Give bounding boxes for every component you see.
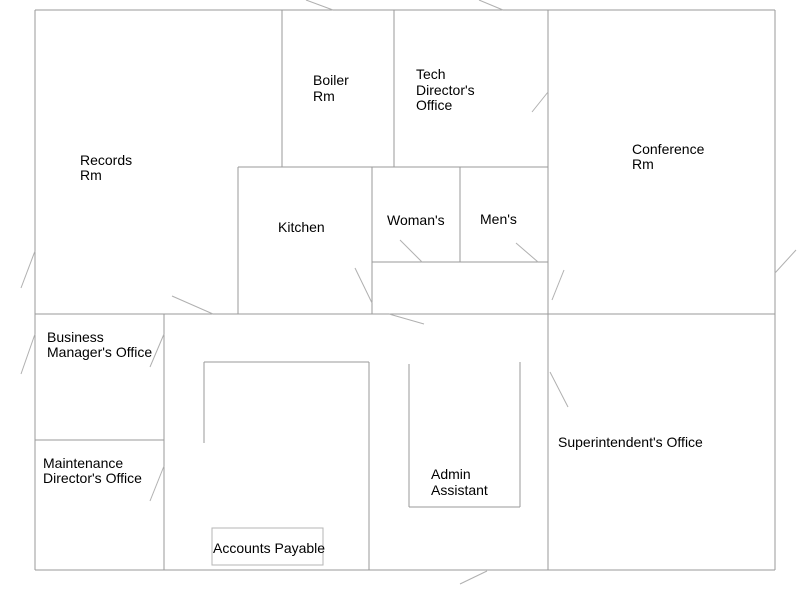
admin-assistant-label bbox=[431, 466, 488, 498]
superintendents-office-label: Superintendent's Office bbox=[558, 434, 703, 450]
label-line: Director's bbox=[416, 82, 475, 98]
label-line: Conference bbox=[632, 141, 705, 157]
label-line: Maintenance bbox=[43, 455, 124, 471]
door-swing bbox=[150, 466, 164, 501]
label-line: Business bbox=[47, 329, 104, 345]
label-line: Records bbox=[80, 152, 133, 168]
label-line: Manager's Office bbox=[47, 344, 153, 360]
tech-directors-office-label bbox=[416, 66, 479, 113]
door-swing bbox=[306, 0, 333, 10]
label-line: Assistant bbox=[431, 482, 488, 498]
room-labels bbox=[43, 66, 708, 556]
walls bbox=[35, 10, 775, 570]
accounts-payable-label: Accounts Payable bbox=[213, 540, 326, 556]
womens-restroom-label: Woman's bbox=[387, 212, 445, 228]
door-swing bbox=[516, 243, 538, 262]
label-line: Tech bbox=[416, 66, 446, 82]
label-line: Rm bbox=[80, 167, 102, 183]
label-line: Office bbox=[416, 97, 453, 113]
label-line: Rm bbox=[632, 156, 654, 172]
door-swing bbox=[172, 296, 213, 314]
label-line: Admin bbox=[431, 466, 471, 482]
door-swing bbox=[21, 251, 35, 288]
door-swing bbox=[550, 372, 568, 407]
door-swing bbox=[389, 314, 424, 324]
maintenance-directors-office-label bbox=[43, 455, 142, 486]
label-line: Rm bbox=[313, 88, 335, 104]
door-swing bbox=[355, 268, 372, 303]
door-swing bbox=[21, 334, 35, 374]
label-line: Boiler bbox=[313, 72, 349, 88]
conference-room-label bbox=[632, 141, 708, 172]
business-managers-office-label bbox=[47, 329, 152, 360]
door-swing bbox=[552, 270, 564, 300]
label-line: Director's Office bbox=[43, 470, 142, 486]
kitchen-label: Kitchen bbox=[278, 219, 325, 235]
door-swing bbox=[460, 571, 487, 584]
boiler-room-label bbox=[313, 72, 353, 104]
door-swing bbox=[400, 240, 422, 262]
records-room-label bbox=[80, 152, 136, 183]
door-swing bbox=[479, 0, 503, 10]
door-swing bbox=[532, 92, 548, 112]
mens-restroom-label: Men's bbox=[480, 211, 517, 227]
door-swing bbox=[775, 250, 796, 273]
